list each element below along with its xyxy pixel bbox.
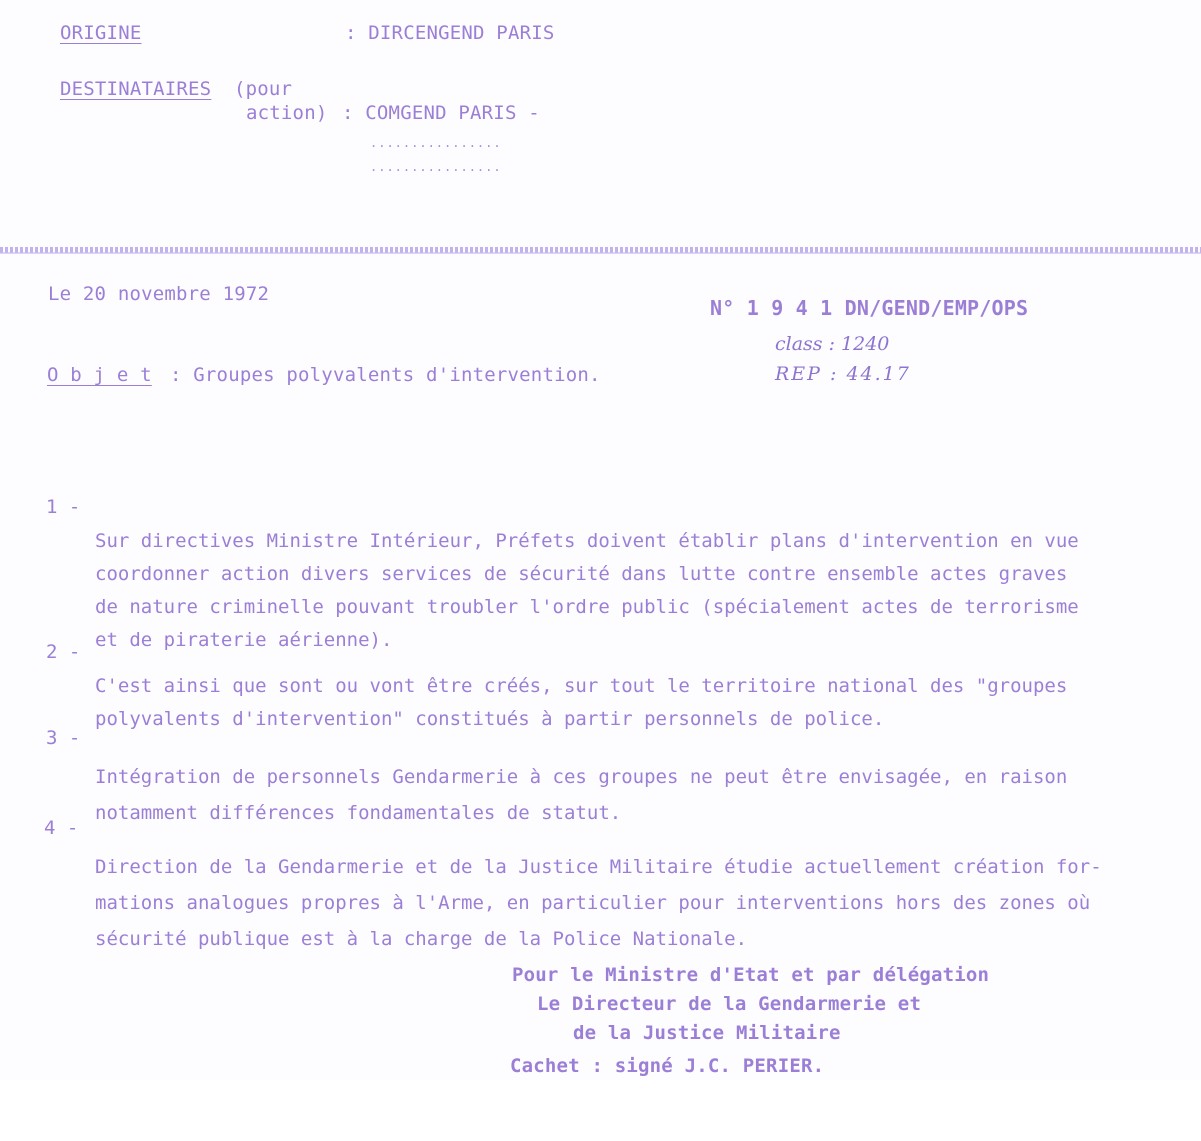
paragraph-1-line-1: Sur directives Ministre Intérieur, Préfets doivent établir plans d'intervention en vue <box>95 530 1079 552</box>
paragraph-3-number: 3 - <box>46 727 81 749</box>
paragraph-4-line-3: sécurité publique est à la charge de la Police Nationale. <box>95 928 748 950</box>
paragraph-4-line-1: Direction de la Gendarmerie et de la Justice Militaire étudie actuellement création for- <box>95 856 1102 878</box>
handwritten-class: class : 1240 <box>775 333 890 355</box>
paragraph-4-line-2: mations analogues propres à l'Arme, en particulier pour interventions hors des zones où <box>95 892 1091 914</box>
objet-value: : Groupes polyvalents d'intervention. <box>170 364 601 386</box>
destinataires-suffix-action: action) <box>246 102 328 124</box>
destinataires-value: : COMGEND PARIS - <box>342 102 540 124</box>
signature-line-2: Le Directeur de la Gendarmerie et <box>537 993 922 1015</box>
paragraph-3-line-2: notamment différences fondamentales de statut. <box>95 802 622 824</box>
reference-number: N° 1 9 4 1 DN/GEND/EMP/OPS <box>710 296 1029 320</box>
destinataires-label: DESTINATAIRES <box>60 78 212 100</box>
paragraph-4-number: 4 - <box>44 817 79 839</box>
origine-value: : DIRCENGEND PARIS <box>345 22 555 44</box>
objet-label: O b j e t <box>47 364 152 386</box>
paragraph-1-line-2: coordonner action divers services de sécurité dans lutte contre ensemble actes graves <box>95 563 1068 585</box>
paragraph-1-number: 1 - <box>46 496 81 518</box>
paragraph-2-line-2: polyvalents d'intervention" constitués à partir personnels de police. <box>95 708 885 730</box>
paragraph-1-line-3: de nature criminelle pouvant troubler l'ordre public (spécialement actes de terrorisme <box>95 596 1079 618</box>
paragraph-2-line-1: C'est ainsi que sont ou vont être créés, sur tout le territoire national des "groupes <box>95 675 1068 697</box>
paragraph-1-line-4: et de piraterie aérienne). <box>95 629 393 651</box>
dotted-line-2: ................ <box>370 160 502 174</box>
signature-line-4: Cachet : signé J.C. PERIER. <box>510 1055 825 1077</box>
origine-label: ORIGINE <box>60 22 142 44</box>
date: Le 20 novembre 1972 <box>48 283 270 305</box>
separator-line-shadow <box>0 252 1201 254</box>
paragraph-3-line-1: Intégration de personnels Gendarmerie à ces groupes ne peut être envisagée, en raison <box>95 766 1068 788</box>
page-bottom-margin <box>0 1080 1201 1141</box>
dotted-line-1: ................ <box>370 136 502 150</box>
destinataires-suffix: (pour <box>234 78 293 100</box>
signature-line-1: Pour le Ministre d'Etat et par délégation <box>512 964 990 986</box>
paragraph-2-number: 2 - <box>46 641 81 663</box>
handwritten-ref: REP : 44.17 <box>775 363 911 385</box>
signature-line-3: de la Justice Militaire <box>573 1022 841 1044</box>
